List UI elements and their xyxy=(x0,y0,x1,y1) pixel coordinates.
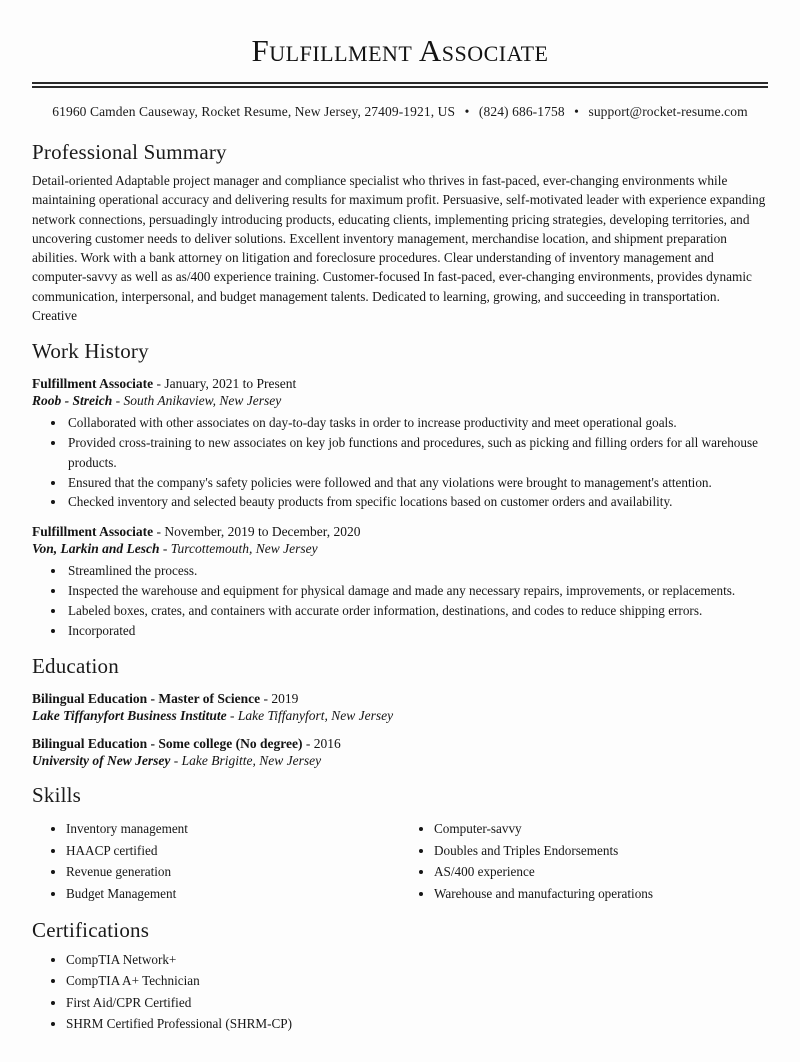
job-title: Fulfillment Associate xyxy=(32,524,154,540)
list-item: • AS/400 experience xyxy=(434,861,768,882)
list-item: • CompTIA A+ Technician xyxy=(66,970,768,991)
list-item: • Computer-savvy xyxy=(434,818,768,839)
list-item: • Provided cross-training to new associates on key job functions and procedures, such as picking and filling orders for all warehouse products. xyxy=(66,433,768,473)
education-dash: - xyxy=(173,753,179,769)
skills-columns xyxy=(32,814,768,904)
list-item: • Warehouse and manufacturing operations xyxy=(434,883,768,904)
job-company: Roob - Streich xyxy=(32,393,113,409)
list-item: • Incorporated xyxy=(66,621,768,641)
list-item: • Inventory management xyxy=(66,818,400,839)
job-dates: January, 2021 to Present xyxy=(164,376,297,392)
education-entry xyxy=(32,691,768,724)
education-dash: - xyxy=(305,736,311,752)
job-bullets xyxy=(32,561,768,640)
education-degree-line xyxy=(32,691,768,707)
education-school-line xyxy=(32,708,768,724)
section-title-education: Education xyxy=(32,654,119,679)
section-title-professional-summary: Professional Summary xyxy=(32,140,227,165)
education-school-line xyxy=(32,753,768,769)
education-dash: - xyxy=(230,708,235,724)
job-dash: - xyxy=(115,393,121,409)
section-title-work-history: Work History xyxy=(32,339,149,364)
job-location: Turcottemouth, New Jersey xyxy=(170,541,318,557)
skills-column-right xyxy=(400,814,768,904)
section-title-certifications: Certifications xyxy=(32,917,150,942)
work-history-entry xyxy=(32,376,768,512)
education-entry xyxy=(32,736,768,769)
list-item: • Inspected the warehouse and equipment for physical damage and made any necessary repairs, improvements, or replacements. xyxy=(66,581,768,601)
job-dash: - xyxy=(156,524,161,540)
list-item: • SHRM Certified Professional (SHRM-CP) xyxy=(66,1013,768,1034)
skills-list-right xyxy=(400,818,768,904)
education-dash: - xyxy=(263,691,268,707)
job-dash: - xyxy=(162,541,168,557)
job-company: Von, Larkin and Lesch xyxy=(32,541,160,557)
education-location: Lake Brigitte, New Jersey xyxy=(181,753,322,769)
education-year: 2016 xyxy=(313,736,341,752)
contact-email: support@rocket-resume.com xyxy=(588,104,748,120)
page-title: Fulfillment Associate xyxy=(251,33,549,68)
education-degree: Bilingual Education - Some college (No degree) xyxy=(32,736,303,752)
job-dash: - xyxy=(156,376,161,392)
list-item: • Checked inventory and selected beauty products from specific locations based on customer orders and availability. xyxy=(66,492,768,512)
skills-column-left xyxy=(32,814,400,904)
section-title-skills: Skills xyxy=(32,783,82,808)
list-item: • First Aid/CPR Certified xyxy=(66,992,768,1013)
job-title-line xyxy=(32,524,768,540)
certifications-list xyxy=(32,949,768,1035)
list-item: • Ensured that the company's safety policies were followed and that any violations were brought to management's attention. xyxy=(66,473,768,493)
work-history-entry xyxy=(32,524,768,640)
list-item: • Collaborated with other associates on day-to-day tasks in order to increase productivity and meet operational goals. xyxy=(66,413,768,433)
header-divider xyxy=(32,82,768,88)
education-degree: Bilingual Education - Master of Science xyxy=(32,691,261,707)
job-title-line xyxy=(32,376,768,392)
list-item: • Streamlined the process. xyxy=(66,561,768,581)
skills-list-left xyxy=(32,818,400,904)
contact-separator-2: • xyxy=(574,104,579,120)
contact-address: 61960 Camden Causeway, Rocket Resume, New Jersey, 27409-1921, US xyxy=(52,104,456,120)
list-item: • Doubles and Triples Endorsements xyxy=(434,840,768,861)
education-year: 2019 xyxy=(271,691,299,707)
job-dates: November, 2019 to December, 2020 xyxy=(164,524,361,540)
contact-separator-1: • xyxy=(464,104,470,120)
list-item: • Revenue generation xyxy=(66,861,400,882)
contact-phone: (824) 686-1758 xyxy=(478,104,565,120)
list-item: • HAACP certified xyxy=(66,840,400,861)
education-degree-line xyxy=(32,736,768,752)
professional-summary-text: Detail-oriented Adaptable project manager and compliance specialist who thrives in fast-paced, ever-changing environments while maintaining operational accuracy and delivering results for maximum profit. Persuasive, self-motivated leader with experience expanding network connections, persuadingly introducing products, educating clients, implementing pricing strategies, developing territories, and uncovering customer needs to deliver solutions. Excellent inventory management, merchandise location, and shipment preparation abilities. Work with a bank attorney on litigation and foreclosure procedures. Clear understanding of inventory management and computer-savvy as well as as/400 experience training. Customer-focused In fast-paced, ever-changing environments, provides dynamic communication, interpersonal, and budget management talents. Dedicated to learning, growing, and succeeding in transportation. Creative xyxy=(32,173,766,323)
job-title: Fulfillment Associate xyxy=(32,376,154,392)
list-item: • Budget Management xyxy=(66,883,400,904)
job-bullets xyxy=(32,413,768,512)
list-item: • CompTIA Network+ xyxy=(66,949,768,970)
job-company-line xyxy=(32,393,768,409)
list-item: • Labeled boxes, crates, and containers with accurate order information, destinations, and codes to reduce shipping errors. xyxy=(66,601,768,621)
education-location: Lake Tiffanyfort, New Jersey xyxy=(237,708,394,724)
education-school: Lake Tiffanyfort Business Institute xyxy=(32,708,227,724)
education-school: University of New Jersey xyxy=(32,753,171,769)
job-location: South Anikaview, New Jersey xyxy=(123,393,282,409)
contact-line xyxy=(32,104,768,120)
job-company-line xyxy=(32,541,768,557)
